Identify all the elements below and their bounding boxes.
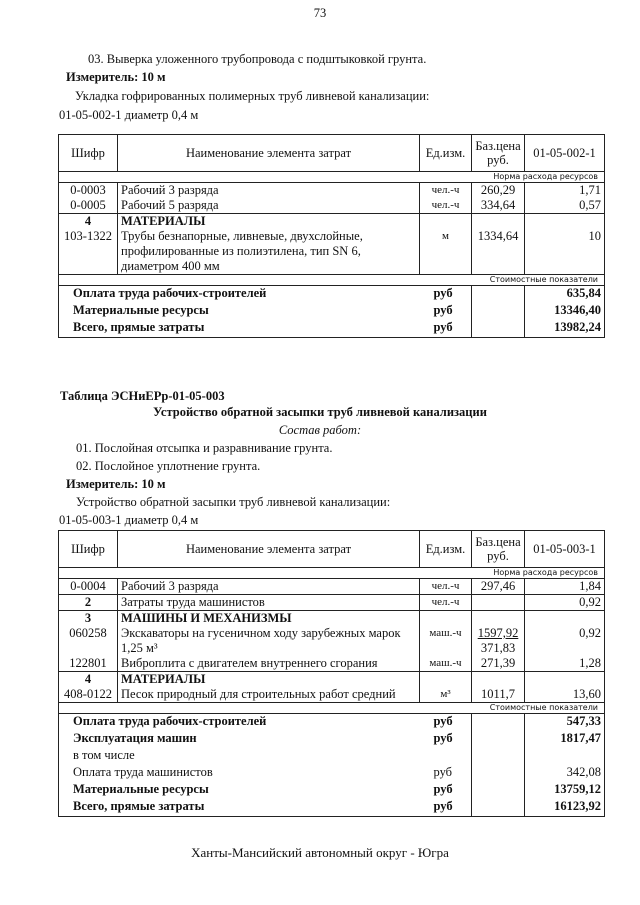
resource-name: Затраты труда машинистов — [118, 595, 420, 611]
resource-price — [472, 183, 525, 199]
summary-label: Оплата труда рабочих-строителей — [59, 286, 420, 304]
norm-value: 10 — [525, 229, 605, 275]
description: Устройство обратной засыпки труб ливневой канализации: — [76, 495, 391, 509]
header-price: Баз.цена руб. — [472, 135, 525, 172]
resource-name: МАШИНЫ И МЕХАНИЗМЫ — [118, 611, 420, 627]
norms-table-01-05-002 — [58, 134, 605, 338]
summary-value: 13982,24 — [525, 320, 605, 338]
summary-label: Оплата труда машинистов — [59, 765, 420, 782]
norm-value: 0,92 — [525, 595, 605, 611]
row-group — [59, 579, 605, 595]
summary-label: в том числе — [59, 748, 420, 765]
norm-value — [525, 214, 605, 230]
summary-label: Материальные ресурсы — [59, 782, 420, 799]
resource-code: 0-0004 — [59, 579, 118, 595]
header-unit: Ед.изм. — [420, 135, 472, 172]
header-code: Шифр — [59, 531, 118, 568]
summary-unit: руб — [420, 731, 472, 748]
table-row — [59, 198, 605, 214]
resource-code: 103-1322 — [59, 229, 118, 275]
price-value: 1011,7 — [481, 687, 515, 701]
resource-unit: чел.-ч — [420, 198, 472, 214]
norm-value: 1,71 — [525, 183, 605, 199]
page-number: 73 — [313, 6, 327, 20]
summary-value: 13346,40 — [525, 303, 605, 320]
price-value: 297,46 — [480, 579, 516, 593]
code-line: 01-05-003-1 диаметр 0,4 м — [59, 513, 199, 527]
measure-unit: Измеритель: 10 м — [66, 70, 166, 84]
row-group — [59, 595, 605, 611]
resource-name: Рабочий 3 разряда — [118, 579, 420, 595]
summary-row — [59, 303, 605, 320]
code-line: 01-05-002-1 диаметр 0,4 м — [59, 108, 199, 122]
summary-unit — [420, 748, 472, 765]
summary-price-empty — [472, 320, 525, 338]
header-row — [59, 135, 605, 172]
resource-name: МАТЕРИАЛЫ — [118, 214, 420, 230]
row-group — [59, 611, 605, 672]
price-value: 334,64 — [480, 198, 516, 212]
resource-price — [472, 214, 525, 230]
summary-price-empty — [472, 765, 525, 782]
summary-label: Всего, прямые затраты — [59, 320, 420, 338]
summary-row — [59, 799, 605, 817]
summary-row — [59, 714, 605, 732]
summary-row — [59, 320, 605, 338]
summary-unit: руб — [420, 799, 472, 817]
resource-unit: маш.-ч — [420, 626, 472, 656]
summary-value: 16123,92 — [525, 799, 605, 817]
cost-section-row — [59, 275, 605, 286]
summary-price-empty — [472, 714, 525, 732]
resource-unit — [420, 611, 472, 627]
price-value: 260,29 — [480, 183, 516, 197]
summary-price-empty — [472, 782, 525, 799]
summary-value: 635,84 — [525, 286, 605, 304]
table-title: Таблица ЭСНиЕРр-01-05-003 — [60, 389, 225, 403]
table-row — [59, 214, 605, 230]
header-unit: Ед.изм. — [420, 531, 472, 568]
norm-section-row — [59, 568, 605, 579]
resource-code: 122801 — [59, 656, 118, 672]
resource-code: 408-0122 — [59, 687, 118, 703]
resource-code: 4 — [59, 672, 118, 688]
row-group — [59, 672, 605, 703]
resource-unit — [420, 214, 472, 230]
resource-price — [472, 672, 525, 688]
table-row — [59, 611, 605, 627]
resource-name: МАТЕРИАЛЫ — [118, 672, 420, 688]
footer-region: Ханты-Мансийский автономный округ - Югра — [191, 845, 449, 860]
resource-code: 3 — [59, 611, 118, 627]
summary-unit: руб — [420, 765, 472, 782]
resource-code: 4 — [59, 214, 118, 230]
summary-unit: руб — [420, 782, 472, 799]
resource-name: Виброплита с двигателем внутреннего сгорания — [118, 656, 420, 672]
norm-section-label: Норма расхода ресурсов — [59, 172, 605, 183]
table-row — [59, 656, 605, 672]
table-row — [59, 579, 605, 595]
price-value: 271,39 — [480, 656, 516, 670]
norm-value: 1,28 — [525, 656, 605, 672]
summary-value: 13759,12 — [525, 782, 605, 799]
cost-section-label: Стоимостные показатели — [59, 275, 605, 286]
resource-unit: м — [420, 229, 472, 275]
summary-row — [59, 731, 605, 748]
summary-price-empty — [472, 731, 525, 748]
description: Укладка гофрированных полимерных труб ливневой канализации: — [75, 89, 430, 103]
summary-label: Эксплуатация машин — [59, 731, 420, 748]
header-code: Шифр — [59, 135, 118, 172]
table-row — [59, 229, 605, 275]
resource-name: Экскаваторы на гусеничном ходу зарубежных марок 1,25 м³ — [118, 626, 420, 656]
norm-value: 0,92 — [525, 626, 605, 656]
header-row — [59, 531, 605, 568]
resource-code: 0-0003 — [59, 183, 118, 199]
header-name: Наименование элемента затрат — [118, 135, 420, 172]
resource-unit — [420, 672, 472, 688]
resource-price — [472, 626, 525, 656]
resource-price — [472, 229, 525, 275]
work-item: 01. Послойная отсыпка и разравнивание грунта. — [76, 441, 333, 455]
summary-group — [59, 714, 605, 817]
summary-row — [59, 286, 605, 304]
resource-unit: чел.-ч — [420, 579, 472, 595]
resource-name: Трубы безнапорные, ливневые, двухслойные, профилированные из полиэтилена, тип SN 6, диаметром 400 мм — [118, 229, 420, 275]
resource-unit: чел.-ч — [420, 183, 472, 199]
resource-price — [472, 579, 525, 595]
table-row — [59, 183, 605, 199]
summary-unit: руб — [420, 320, 472, 338]
summary-label: Оплата труда рабочих-строителей — [59, 714, 420, 732]
summary-value: 1817,47 — [525, 731, 605, 748]
resource-unit: чел.-ч — [420, 595, 472, 611]
header-name: Наименование элемента затрат — [118, 531, 420, 568]
resource-price — [472, 595, 525, 611]
resource-name: Рабочий 3 разряда — [118, 183, 420, 199]
cost-section-row — [59, 703, 605, 714]
resource-price — [472, 198, 525, 214]
summary-row — [59, 765, 605, 782]
table-row — [59, 595, 605, 611]
summary-label: Материальные ресурсы — [59, 303, 420, 320]
resource-unit: маш.-ч — [420, 656, 472, 672]
summary-value: 547,33 — [525, 714, 605, 732]
resource-code: 0-0005 — [59, 198, 118, 214]
section-heading: Устройство обратной засыпки труб ливневой канализации — [153, 405, 487, 419]
cost-section-label: Стоимостные показатели — [59, 703, 605, 714]
norm-section-label: Норма расхода ресурсов — [59, 568, 605, 579]
summary-price-empty — [472, 799, 525, 817]
summary-price-empty — [472, 286, 525, 304]
summary-row — [59, 748, 605, 765]
norm-value: 1,84 — [525, 579, 605, 595]
resource-price — [472, 687, 525, 703]
summary-unit: руб — [420, 303, 472, 320]
norm-value: 13,60 — [525, 687, 605, 703]
summary-value: 342,08 — [525, 765, 605, 782]
measure-unit: Измеритель: 10 м — [66, 477, 166, 491]
summary-group — [59, 286, 605, 338]
composition-label: Состав работ: — [278, 423, 362, 437]
summary-unit: руб — [420, 714, 472, 732]
row-group — [59, 214, 605, 275]
resource-price — [472, 611, 525, 627]
norms-table-01-05-003 — [58, 530, 605, 817]
summary-value — [525, 748, 605, 765]
norm-value — [525, 672, 605, 688]
table-row — [59, 687, 605, 703]
resource-code: 060258 — [59, 626, 118, 656]
norm-value: 0,57 — [525, 198, 605, 214]
summary-price-empty — [472, 303, 525, 320]
price-value: 1334,64 — [477, 229, 519, 243]
table-row — [59, 672, 605, 688]
table-row — [59, 626, 605, 656]
header-price: Баз.цена руб. — [472, 531, 525, 568]
summary-price-empty — [472, 748, 525, 765]
summary-unit: руб — [420, 286, 472, 304]
resource-code: 2 — [59, 595, 118, 611]
work-item: 02. Послойное уплотнение грунта. — [76, 459, 261, 473]
row-group — [59, 183, 605, 214]
price-value: 1597,92 — [477, 626, 519, 640]
resource-name: Рабочий 5 разряда — [118, 198, 420, 214]
resource-unit: м³ — [420, 687, 472, 703]
work-item: 03. Выверка уложенного трубопровода с подштыковкой грунта. — [88, 52, 427, 66]
resource-name: Песок природный для строительных работ средний — [118, 687, 420, 703]
resource-price — [472, 656, 525, 672]
norm-section-row — [59, 172, 605, 183]
price-value-secondary: 371,83 — [480, 641, 516, 655]
summary-row — [59, 782, 605, 799]
norm-value — [525, 611, 605, 627]
summary-label: Всего, прямые затраты — [59, 799, 420, 817]
header-norm-code: 01-05-003-1 — [525, 531, 605, 568]
header-norm-code: 01-05-002-1 — [525, 135, 605, 172]
